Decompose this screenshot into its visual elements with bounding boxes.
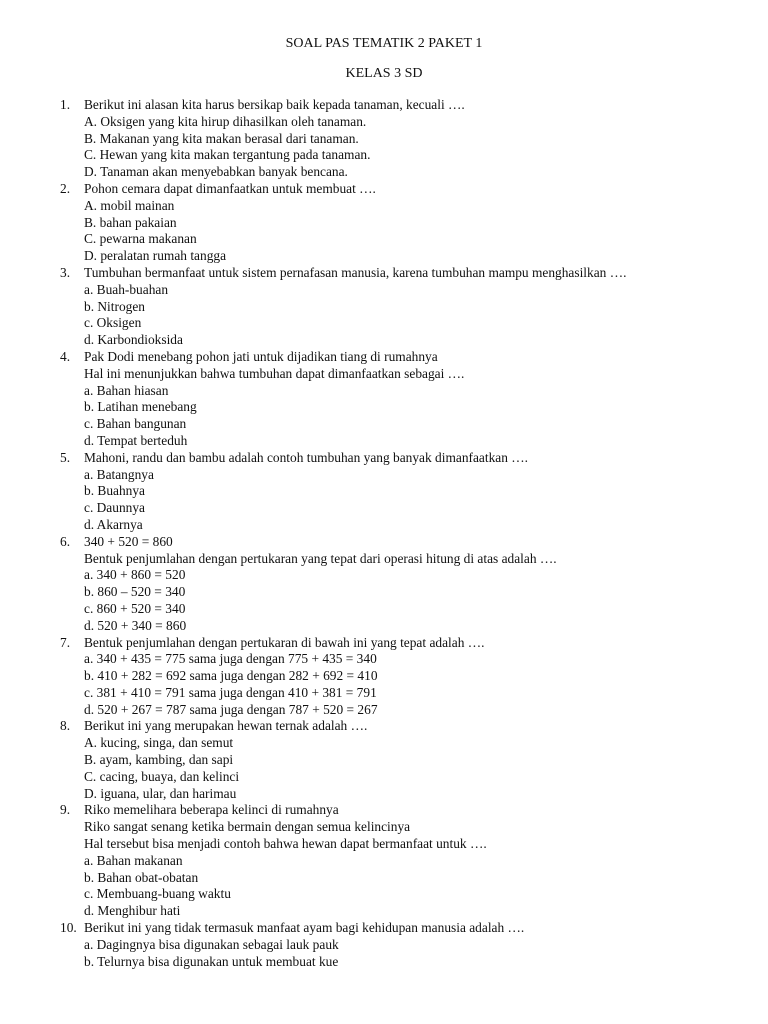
answer-option: D. Tanaman akan menyebabkan banyak bencana. — [84, 164, 348, 180]
answer-option: A. mobil mainan — [84, 197, 175, 213]
answer-option: C. cacing, buaya, dan kelinci — [84, 768, 240, 784]
answer-option: C. Hewan yang kita makan tergantung pada tanaman. — [84, 147, 371, 163]
question-text — [0, 265, 768, 282]
question-number: 5. — [60, 449, 71, 465]
question-stem: Pak Dodi menebang pohon jati untuk dijadikan tiang di rumahnya — [84, 348, 438, 364]
answer-option: b. Nitrogen — [84, 298, 145, 314]
question-text-line: Bentuk penjumlahan dengan pertukaran yang tepat dari operasi hitung di atas adalah …. — [84, 550, 557, 566]
answer-option: B. ayam, kambing, dan sapi — [84, 752, 234, 768]
answer-option: d. Menghibur hati — [84, 903, 181, 919]
answer-option: a. Dagingnya bisa digunakan sebagai lauk pauk — [84, 936, 339, 952]
question-stem: Bentuk penjumlahan dengan pertukaran di bawah ini yang tepat adalah …. — [84, 634, 485, 650]
answer-option: c. 381 + 410 = 791 sama juga dengan 410 + 381 = 791 — [84, 684, 377, 700]
answer-option: A. kucing, singa, dan semut — [84, 735, 234, 751]
question-text — [0, 802, 768, 819]
question-stem: Tumbuhan bermanfaat untuk sistem pernafasan manusia, karena tumbuhan mampu menghasilkan …. — [84, 264, 627, 280]
question-item — [0, 635, 768, 719]
answer-option: a. Buah-buahan — [84, 281, 169, 297]
answer-option: C. pewarna makanan — [84, 231, 197, 247]
answer-option: c. Membuang-buang waktu — [84, 886, 231, 902]
question-text — [0, 718, 768, 735]
answer-option: B. Makanan yang kita makan berasal dari tanaman. — [84, 130, 359, 146]
answer-option: D. peralatan rumah tangga — [84, 248, 227, 264]
question-number: 1. — [60, 97, 71, 112]
question-stem: Berikut ini alasan kita harus bersikap baik kepada tanaman, kecuali …. — [84, 97, 465, 112]
question-list — [0, 97, 768, 970]
answer-option: c. Oksigen — [84, 315, 142, 331]
question-number: 6. — [60, 533, 71, 549]
question-item — [0, 181, 768, 265]
question-stem: 340 + 520 = 860 — [84, 533, 173, 549]
answer-option: b. Buahnya — [84, 483, 145, 499]
question-stem: Berikut ini yang merupakan hewan ternak adalah …. — [84, 718, 368, 734]
answer-option: B. bahan pakaian — [84, 214, 177, 230]
question-stem: Berikut ini yang tidak termasuk manfaat ayam bagi kehidupan manusia adalah …. — [84, 920, 525, 936]
question-text-line: Hal ini menunjukkan bahwa tumbuhan dapat dimanfaatkan sebagai …. — [84, 365, 465, 381]
answer-option: a. Bahan hiasan — [84, 382, 169, 398]
question-item — [0, 97, 768, 181]
question-text-line: Hal tersebut bisa menjadi contoh bahwa hewan dapat bermanfaat untuk …. — [84, 836, 487, 852]
question-stem: Riko memelihara beberapa kelinci di rumahnya — [84, 802, 339, 818]
question-text — [0, 97, 768, 114]
question-number: 10. — [60, 920, 77, 936]
question-stem: Pohon cemara dapat dimanfaatkan untuk membuat …. — [84, 180, 376, 196]
answer-option: a. Batangnya — [84, 466, 154, 482]
question-number: 2. — [60, 180, 71, 196]
question-item — [0, 265, 768, 349]
question-item — [0, 349, 768, 450]
answer-option: b. Telurnya bisa digunakan untuk membuat kue — [84, 953, 339, 969]
question-text — [0, 635, 768, 652]
question-text — [0, 920, 768, 937]
document-subtitle: KELAS 3 SD — [345, 66, 423, 81]
answer-option: d. Karbondioksida — [84, 332, 183, 348]
answer-option: A. Oksigen yang kita hirup dihasilkan oleh tanaman. — [84, 113, 367, 129]
question-text — [0, 534, 768, 551]
answer-option: a. Bahan makanan — [84, 852, 183, 868]
question-item — [0, 534, 768, 635]
answer-option: d. Tempat berteduh — [84, 432, 188, 448]
question-text — [0, 450, 768, 467]
answer-option: c. Daunnya — [84, 500, 145, 516]
answer-option: b. Latihan menebang — [84, 399, 197, 415]
answer-option: b. Bahan obat-obatan — [84, 869, 199, 885]
question-stem: Mahoni, randu dan bambu adalah contoh tumbuhan yang banyak dimanfaatkan …. — [84, 449, 528, 465]
answer-option: D. iguana, ular, dan harimau — [84, 785, 237, 801]
question-text — [0, 181, 768, 198]
question-number: 4. — [60, 348, 71, 364]
question-number: 8. — [60, 718, 71, 734]
question-text — [0, 349, 768, 366]
question-item — [0, 718, 768, 802]
question-number: 3. — [60, 264, 71, 280]
answer-option: a. 340 + 435 = 775 sama juga dengan 775 + 435 = 340 — [84, 651, 377, 667]
question-number: 9. — [60, 802, 71, 818]
answer-option: b. 410 + 282 = 692 sama juga dengan 282 + 692 = 410 — [84, 668, 378, 684]
question-item — [0, 450, 768, 534]
document-title: SOAL PAS TEMATIK 2 PAKET 1 — [285, 36, 483, 51]
answer-option: d. 520 + 267 = 787 sama juga dengan 787 + 520 = 267 — [84, 701, 378, 717]
question-number: 7. — [60, 634, 71, 650]
question-item — [0, 920, 768, 970]
answer-option: b. 860 – 520 = 340 — [84, 584, 186, 600]
answer-option: d. 520 + 340 = 860 — [84, 617, 187, 633]
answer-option: a. 340 + 860 = 520 — [84, 567, 186, 583]
question-item — [0, 802, 768, 920]
answer-option: c. 860 + 520 = 340 — [84, 600, 186, 616]
answer-option: d. Akarnya — [84, 516, 143, 532]
question-text-line: Riko sangat senang ketika bermain dengan semua kelincinya — [84, 819, 411, 835]
answer-option: c. Bahan bangunan — [84, 416, 187, 432]
